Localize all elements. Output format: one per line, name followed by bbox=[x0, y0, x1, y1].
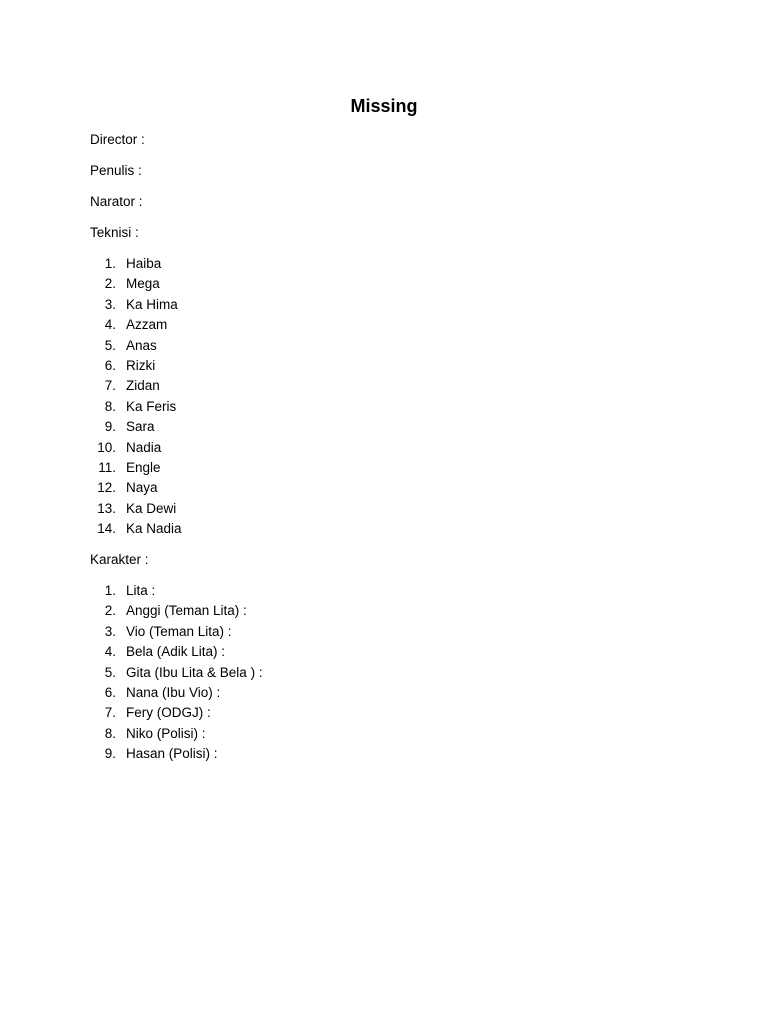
list-item-name: Ka Nadia bbox=[126, 521, 182, 537]
list-item bbox=[90, 478, 182, 498]
list-item-number: 3. bbox=[104, 296, 116, 312]
list-item-number: 11. bbox=[98, 459, 116, 475]
list-item-name: Ka Hima bbox=[126, 296, 178, 312]
list-item bbox=[90, 376, 182, 396]
list-item bbox=[90, 519, 182, 539]
karakter-label: Karakter : bbox=[90, 552, 149, 567]
list-item-number: 6. bbox=[104, 684, 116, 700]
list-item bbox=[90, 336, 182, 356]
list-item-name: Naya bbox=[126, 480, 158, 496]
list-item-name: Mega bbox=[126, 276, 160, 292]
teknisi-list bbox=[90, 254, 182, 539]
list-item-number: 2. bbox=[104, 603, 116, 619]
list-item bbox=[90, 254, 182, 274]
list-item bbox=[90, 356, 182, 376]
list-item-number: 9. bbox=[104, 746, 116, 762]
list-item-number: 1. bbox=[104, 256, 116, 271]
list-item-number: 4. bbox=[104, 317, 116, 333]
list-item-name: Zidan bbox=[126, 378, 160, 394]
teknisi-label: Teknisi : bbox=[90, 225, 139, 240]
list-item bbox=[90, 703, 263, 723]
list-item-name: Nadia bbox=[126, 439, 162, 455]
penulis-label: Penulis : bbox=[90, 163, 142, 178]
list-item-name: Lita : bbox=[126, 583, 156, 598]
list-item-number: 12. bbox=[97, 480, 116, 496]
document-title: Missing bbox=[350, 96, 418, 116]
list-item bbox=[90, 601, 263, 621]
list-item-number: 7. bbox=[104, 705, 116, 721]
list-item-number: 8. bbox=[104, 398, 116, 414]
list-item-number: 2. bbox=[104, 276, 116, 292]
list-item bbox=[90, 581, 263, 601]
list-item-name: Anggi (Teman Lita) : bbox=[126, 603, 247, 619]
list-item-name: Gita (Ibu Lita & Bela ) : bbox=[126, 664, 263, 680]
list-item-number: 14. bbox=[97, 521, 116, 537]
list-item-name: Haiba bbox=[126, 256, 162, 271]
list-item bbox=[90, 274, 182, 294]
director-label: Director : bbox=[90, 132, 145, 147]
list-item-name: Niko (Polisi) : bbox=[126, 725, 206, 741]
list-item bbox=[90, 295, 182, 315]
list-item bbox=[90, 397, 182, 417]
list-item-name: Nana (Ibu Vio) : bbox=[126, 684, 221, 700]
list-item bbox=[90, 438, 182, 458]
list-item bbox=[90, 499, 182, 519]
list-item-number: 9. bbox=[104, 419, 116, 435]
list-item bbox=[90, 315, 182, 335]
list-item-name: Ka Feris bbox=[126, 398, 177, 414]
list-item-number: 1. bbox=[104, 583, 116, 598]
list-item-name: Vio (Teman Lita) : bbox=[126, 623, 232, 639]
list-item-name: Ka Dewi bbox=[126, 500, 177, 516]
list-item-name: Fery (ODGJ) : bbox=[126, 705, 211, 721]
list-item bbox=[90, 744, 263, 764]
list-item-name: Rizki bbox=[126, 357, 156, 373]
narator-label: Narator : bbox=[90, 194, 143, 209]
list-item-number: 7. bbox=[104, 378, 116, 394]
list-item bbox=[90, 642, 263, 662]
list-item-name: Azzam bbox=[126, 317, 168, 333]
list-item-number: 5. bbox=[104, 664, 116, 680]
list-item-name: Sara bbox=[126, 419, 155, 435]
list-item-number: 8. bbox=[104, 725, 116, 741]
list-item-name: Bela (Adik Lita) : bbox=[126, 644, 226, 660]
list-item bbox=[90, 417, 182, 437]
list-item bbox=[90, 663, 263, 683]
list-item bbox=[90, 724, 263, 744]
list-item bbox=[90, 458, 182, 478]
list-item bbox=[90, 622, 263, 642]
list-item-number: 10. bbox=[97, 439, 116, 455]
list-item-name: Hasan (Polisi) : bbox=[126, 746, 218, 762]
list-item-number: 5. bbox=[104, 337, 116, 353]
list-item bbox=[90, 683, 263, 703]
list-item-number: 3. bbox=[104, 623, 116, 639]
list-item-number: 6. bbox=[104, 357, 116, 373]
list-item-number: 4. bbox=[104, 644, 116, 660]
karakter-list bbox=[90, 581, 263, 765]
list-item-name: Anas bbox=[126, 337, 157, 353]
list-item-name: Engle bbox=[126, 459, 161, 475]
list-item-number: 13. bbox=[97, 500, 116, 516]
